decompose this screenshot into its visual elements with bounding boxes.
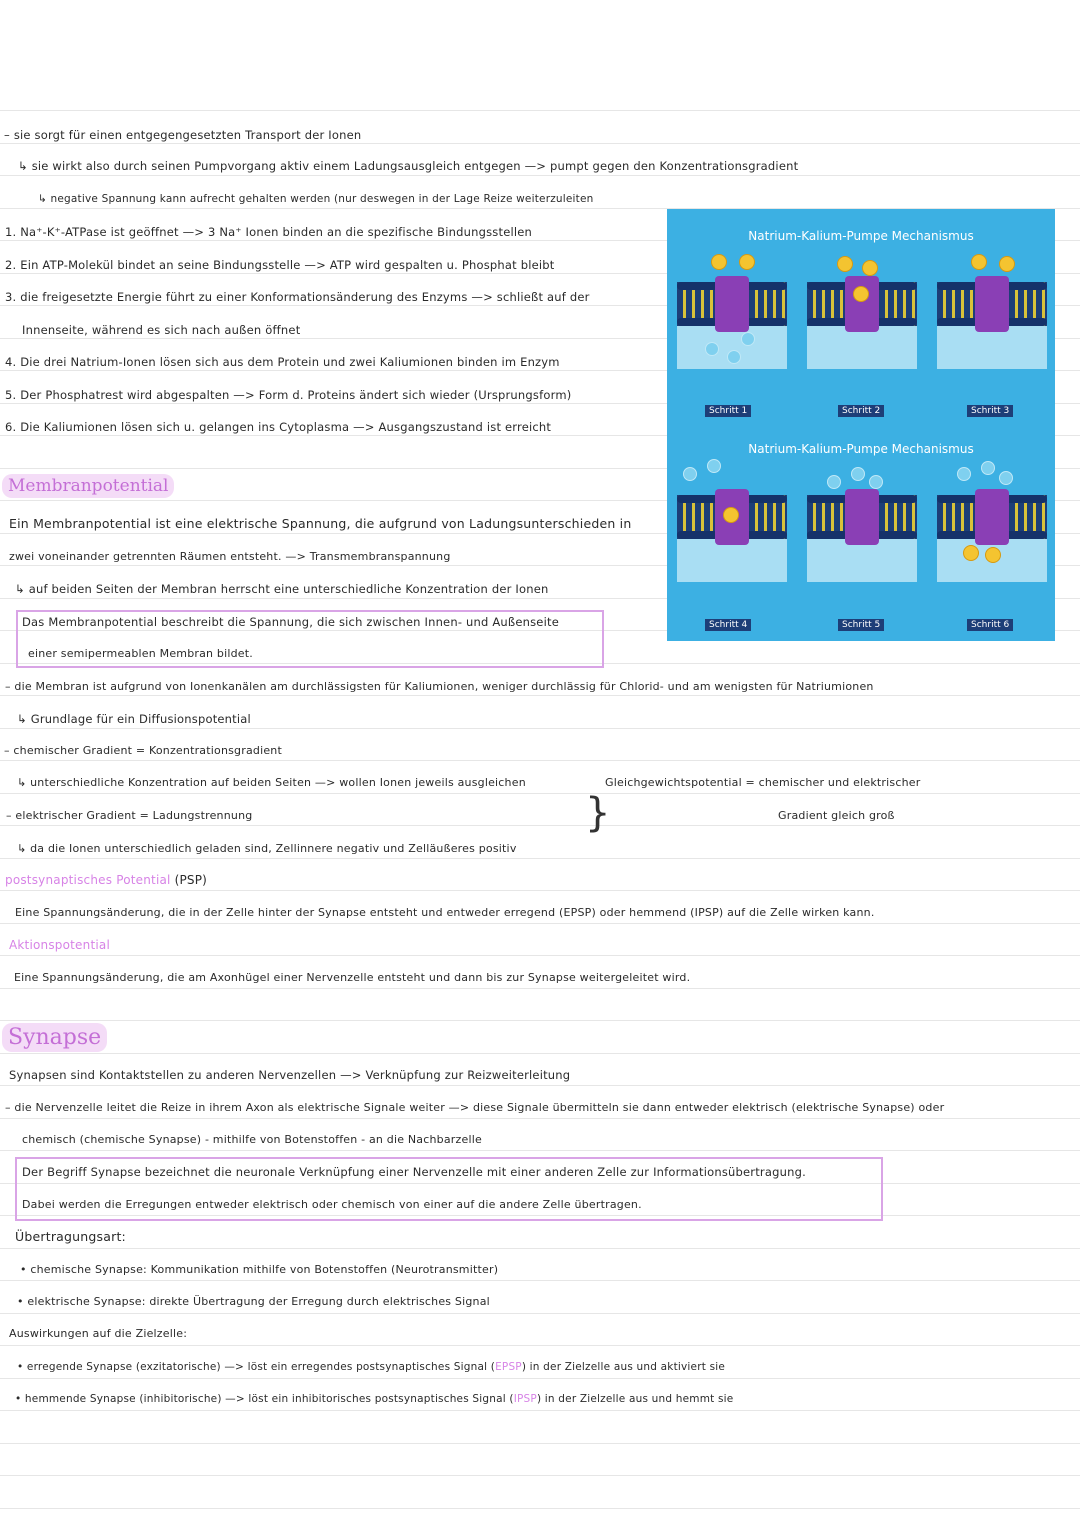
step-label: Schritt 4 [705,619,751,631]
ruled-line [0,825,1080,826]
step-1-panel [677,254,787,369]
ruled-line [0,175,1080,176]
psp-heading: postsynaptisches Potential (PSP) [5,873,208,887]
synapse-box-line-1: Der Begriff Synapse bezeichnet die neuronale Verknüpfung einer Nervenzelle mit einer anderen Zelle zur Informationsübertragung. [22,1165,806,1179]
ruled-line [0,143,1080,144]
sodium-ion [999,256,1015,272]
step-3-text-cont: Innenseite, während es sich nach außen öffnet [22,323,301,337]
bullet-elektrische-synapse: • elektrische Synapse: direkte Übertragung der Erregung durch elektrisches Signal [17,1295,490,1308]
bullet-erregende-synapse: • erregende Synapse (exzitatorische) —> löst ein erregendes postsynaptisches Signal (EPSP) in der Zielzelle aus und aktiviert sie [17,1361,726,1373]
ruled-line [0,1508,1080,1509]
synapse-reize: – die Nervenzelle leitet die Reize in ihrem Axon als elektrische Signale weiter —> diese Signale übermitteln sie dann entweder elektrisch (elektrische Synapse) oder [5,1101,945,1114]
potassium-ion [869,475,883,489]
step-4-panel [677,467,787,582]
ruled-line [0,988,1080,989]
step-3-text: 3. die freigesetzte Energie führt zu einer Konformationsänderung des Enzyms —> schließt auf der [5,290,590,304]
potassium-ion [705,342,719,356]
sodium-ion [853,286,869,302]
step-2-text: 2. Ein ATP-Molekül bindet an seine Bindungsstelle —> ATP wird gespalten u. Phosphat bleibt [5,258,555,272]
potassium-ion [727,350,741,364]
step-5-text: 5. Der Phosphatrest wird abgespalten —> Form d. Proteins ändert sich wieder (Ursprungsform) [5,388,572,402]
pump-protein [845,489,879,545]
ruled-line [0,728,1080,729]
sodium-ion [739,254,755,270]
potassium-ion [827,475,841,489]
ruled-line [0,1150,1080,1151]
pump-protein [845,276,879,332]
potassium-ion-released [963,545,979,561]
heading-membranpotential: Membranpotential [2,474,174,498]
membran-konzentration: ↳ auf beiden Seiten der Membran herrscht eine unterschiedliche Konzentration der Ionen [15,582,549,596]
line-spannung: ↳ negative Spannung kann aufrecht gehalten werden (nur deswegen in der Lage Reize weiterzuleiten [38,193,594,205]
psp-definition: Eine Spannungsänderung, die in der Zelle hinter der Synapse entsteht und entweder erregend (EPSP) oder hemmend (IPSP) auf die Zelle wirken kann. [15,906,875,919]
diagram-title-top: Natrium-Kalium-Pumpe Mechanismus [748,229,974,243]
ruled-line [0,1378,1080,1379]
step-5-panel [807,467,917,582]
heading-synapse: Synapse [2,1023,107,1052]
ruled-line [0,1313,1080,1314]
ap-heading: Aktionspotential [9,938,110,952]
step-label: Schritt 6 [967,619,1013,631]
step-2-panel [807,254,917,369]
potassium-ion [981,461,995,475]
potassium-ion [999,471,1013,485]
synapse-intro: Synapsen sind Kontaktstellen zu anderen Nervenzellen —> Verknüpfung zur Reizweiterleitung [9,1068,571,1082]
step-label: Schritt 1 [705,405,751,417]
sodium-ion [723,507,739,523]
step-label: Schritt 3 [967,405,1013,417]
synapse-box-line-2: Dabei werden die Erregungen entweder elektrisch oder chemisch von einer auf die andere Zelle übertragen. [22,1198,642,1211]
chemischer-gradient: – chemischer Gradient = Konzentrationsgradient [4,744,282,757]
diagram-title-bottom: Natrium-Kalium-Pumpe Mechanismus [748,442,974,456]
ruled-line [0,1280,1080,1281]
potassium-ion [707,459,721,473]
ruled-line [0,1248,1080,1249]
sodium-ion [971,254,987,270]
step-4-text: 4. Die drei Natrium-Ionen lösen sich aus dem Protein und zwei Kaliumionen binden im Enzym [5,355,560,369]
chemischer-gradient-detail: ↳ unterschiedliche Konzentration auf beiden Seiten —> wollen Ionen jeweils ausgleichen [17,776,526,789]
step-1-text: 1. Na⁺-K⁺-ATPase ist geöffnet —> 3 Na⁺ Ionen binden an die spezifische Bindungsstellen [5,225,533,239]
step-label: Schritt 5 [838,619,884,631]
sodium-ion [711,254,727,270]
ruled-line [0,760,1080,761]
ruled-line [0,793,1080,794]
sodium-potassium-pump-diagram [667,209,1055,641]
sodium-ion [837,256,853,272]
ruled-line [0,1475,1080,1476]
elektrischer-gradient: – elektrischer Gradient = Ladungstrennung [6,809,253,822]
pump-protein [715,276,749,332]
synapse-chemisch: chemisch (chemische Synapse) - mithilfe von Botenstoffen - an die Nachbarzelle [22,1133,482,1146]
pump-protein [975,276,1009,332]
potassium-ion [741,332,755,346]
ruled-line [0,1020,1080,1021]
pump-protein [975,489,1009,545]
brace: } [585,790,611,836]
potassium-ion-released [985,547,1001,563]
ruled-line [0,1410,1080,1411]
step-6-panel [937,467,1047,582]
ruled-line [0,1345,1080,1346]
membran-box-line-2: einer semipermeablen Membran bildet. [28,647,253,660]
auswirkungen-label: Auswirkungen auf die Zielzelle: [9,1327,188,1340]
elektrischer-gradient-detail: ↳ da die Ionen unterschiedlich geladen sind, Zellinnere negativ und Zelläußeres positiv [17,842,517,855]
membran-box-line-1: Das Membranpotential beschreibt die Spannung, die sich zwischen Innen- und Außenseite [22,615,559,629]
potassium-ion [851,467,865,481]
ruled-line [0,1053,1080,1054]
bullet-chemische-synapse: • chemische Synapse: Kommunikation mithilfe von Botenstoffen (Neurotransmitter) [20,1263,499,1276]
ruled-line [0,890,1080,891]
step-label: Schritt 2 [838,405,884,417]
sodium-ion [862,260,878,276]
membran-durchlaessigkeit: – die Membran ist aufgrund von Ionenkanälen am durchlässigsten für Kaliumionen, weniger durchlässig für Chlorid- und am wenigsten für Natriumionen [5,680,874,693]
ruled-line [0,1443,1080,1444]
potassium-ion [957,467,971,481]
ruled-line [0,1118,1080,1119]
gleichgewichtspotential-1: Gleichgewichtspotential = chemischer und elektrischer [605,776,921,789]
membran-definition-1: Ein Membranpotential ist eine elektrische Spannung, die aufgrund von Ladungsunterschieden in [9,516,632,531]
line-transport: – sie sorgt für einen entgegengesetzten Transport der Ionen [4,128,362,142]
ruled-line [0,695,1080,696]
ruled-line [0,1085,1080,1086]
potassium-ion [683,467,697,481]
step-3-panel [937,254,1047,369]
ap-definition: Eine Spannungsänderung, die am Axonhügel einer Nervenzelle entsteht und dann bis zur Synapse weitergeleitet wird. [14,971,691,984]
ruled-line [0,955,1080,956]
line-pumpvorgang: ↳ sie wirkt also durch seinen Pumpvorgang aktiv einem Ladungsausgleich entgegen —> pumpt gegen den Konzentrationsgradient [18,159,799,173]
ruled-line [0,110,1080,111]
ruled-line [0,923,1080,924]
gleichgewichtspotential-2: Gradient gleich groß [778,809,895,822]
membran-definition-2: zwei voneinander getrennten Räumen entsteht. —> Transmembranspannung [9,550,451,563]
bullet-hemmende-synapse: • hemmende Synapse (inhibitorische) —> löst ein inhibitorisches postsynaptisches Signal (IPSP) in der Zielzelle aus und hemmt sie [15,1393,734,1405]
step-6-text: 6. Die Kaliumionen lösen sich u. gelangen ins Cytoplasma —> Ausgangszustand ist erreicht [5,420,552,434]
membran-diffusionspotential: ↳ Grundlage für ein Diffusionspotential [17,712,251,726]
uebertragungsart-label: Übertragungsart: [15,1229,126,1244]
ruled-line [0,858,1080,859]
